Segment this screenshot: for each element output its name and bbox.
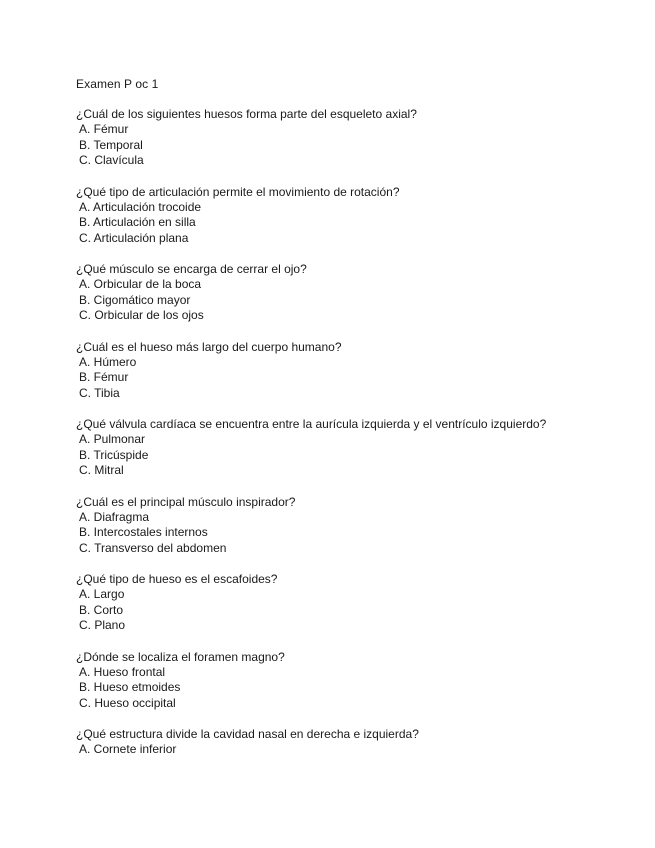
answer-option-b: B. Intercostales internos — [79, 525, 208, 539]
question-8 — [76, 649, 636, 712]
question-2 — [76, 184, 636, 247]
answer-option-c: C. Orbicular de los ojos — [79, 308, 204, 322]
question-5 — [76, 416, 636, 479]
question-text: ¿Cuál es el hueso más largo del cuerpo humano? — [76, 339, 342, 354]
answer-option-a: A. Pulmonar — [79, 432, 146, 446]
answer-option-c: C. Mitral — [79, 463, 124, 477]
answer-option-b: B. Hueso etmoides — [79, 680, 181, 694]
question-9 — [76, 726, 636, 758]
answer-option-a: A. Largo — [79, 587, 125, 601]
answer-option-a: A. Orbicular de la boca — [79, 277, 202, 291]
question-text: ¿Qué tipo de articulación permite el movimiento de rotación? — [76, 184, 400, 199]
question-text: ¿Dónde se localiza el foramen magno? — [76, 649, 285, 664]
exam-title: Examen P oc 1 — [76, 77, 159, 91]
question-text: ¿Cuál de los siguientes huesos forma parte del esqueleto axial? — [76, 107, 417, 121]
answer-option-b: B. Fémur — [79, 370, 129, 384]
answer-option-b: B. Cigomático mayor — [79, 292, 191, 307]
question-3 — [76, 261, 636, 324]
question-4 — [76, 339, 636, 402]
question-1 — [76, 106, 636, 169]
answer-option-a: A. Hueso frontal — [79, 664, 166, 679]
question-text: ¿Qué tipo de hueso es el escafoides? — [76, 572, 278, 586]
answer-option-c: C. Tibia — [79, 385, 120, 400]
answer-option-c: C. Transverso del abdomen — [79, 540, 227, 555]
answer-option-a: A. Húmero — [79, 354, 137, 369]
answer-option-c: C. Clavícula — [79, 153, 144, 167]
answer-option-b: B. Corto — [79, 602, 124, 617]
answer-option-c: C. Plano — [79, 618, 126, 632]
answer-option-c: C. Hueso occipital — [79, 695, 176, 710]
answer-option-a: A. Fémur — [79, 122, 129, 136]
question-text: ¿Qué estructura divide la cavidad nasal en derecha e izquierda? — [76, 727, 419, 741]
answer-option-a: A. Articulación trocoide — [79, 199, 202, 214]
answer-option-a: A. Cornete inferior — [79, 742, 177, 756]
answer-option-b: B. Tricúspide — [79, 447, 149, 462]
question-7 — [76, 571, 636, 634]
answer-option-b: B. Temporal — [79, 137, 143, 152]
exam-document — [76, 76, 636, 773]
question-6 — [76, 494, 636, 557]
question-text: ¿Cuál es el principal músculo inspirador? — [76, 494, 296, 509]
answer-option-c: C. Articulación plana — [79, 230, 189, 245]
answer-option-a: A. Diafragma — [79, 509, 150, 524]
question-text: ¿Qué músculo se encarga de cerrar el ojo? — [76, 262, 307, 276]
answer-option-b: B. Articulación en silla — [79, 215, 196, 229]
question-text: ¿Qué válvula cardíaca se encuentra entre la aurícula izquierda y el ventrículo izquierdo? — [76, 417, 547, 431]
